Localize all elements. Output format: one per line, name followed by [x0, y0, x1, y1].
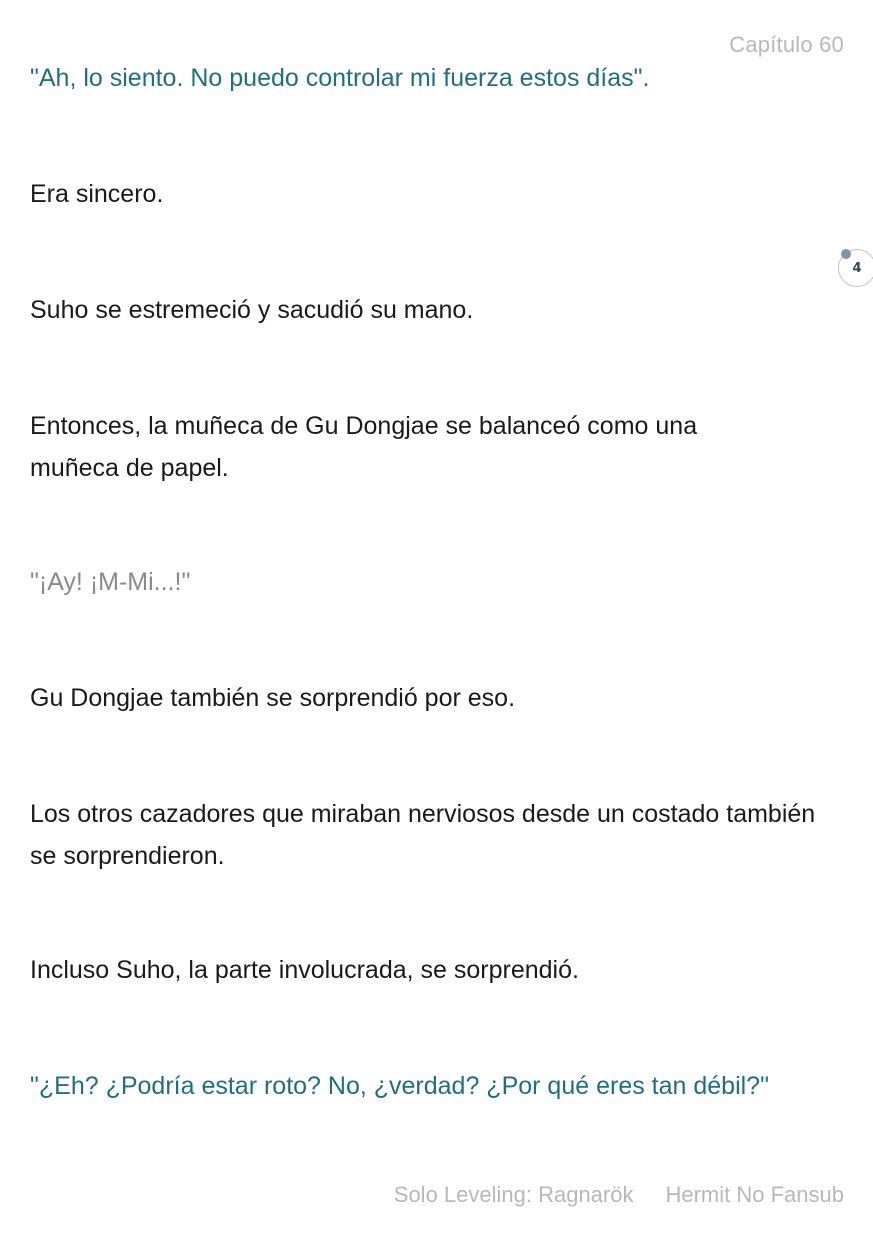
paragraph: Entonces, la muñeca de Gu Dongjae se balanceó como una muñeca de papel.	[30, 412, 698, 482]
badge-dot-icon	[841, 249, 851, 259]
page-indicator-badge[interactable]: 4	[838, 249, 873, 287]
paragraph: "¡Ay! ¡M-Mi...!"	[30, 568, 191, 596]
translator-credit: Hermit No Fansub	[665, 1182, 844, 1207]
paragraph: Suho se estremeció y sacudió su mano.	[30, 296, 474, 324]
paragraph: "Ah, lo siento. No puedo controlar mi fuerza estos días".	[30, 64, 650, 92]
book-title: Solo Leveling: Ragnarök	[393, 1182, 634, 1207]
paragraph: "¿Eh? ¿Podría estar roto? No, ¿verdad? ¿Por qué eres tan débil?"	[30, 1072, 769, 1100]
paragraph: Gu Dongjae también se sorprendió por eso.	[30, 684, 516, 712]
paragraph: Incluso Suho, la parte involucrada, se sorprendió.	[30, 956, 579, 984]
paragraph: Era sincero.	[30, 180, 164, 208]
footer	[394, 1182, 844, 1208]
paragraph: Los otros cazadores que miraban nerviosos desde un costado también se sorprendieron.	[30, 800, 816, 870]
chapter-title: Capítulo 60	[729, 32, 844, 57]
